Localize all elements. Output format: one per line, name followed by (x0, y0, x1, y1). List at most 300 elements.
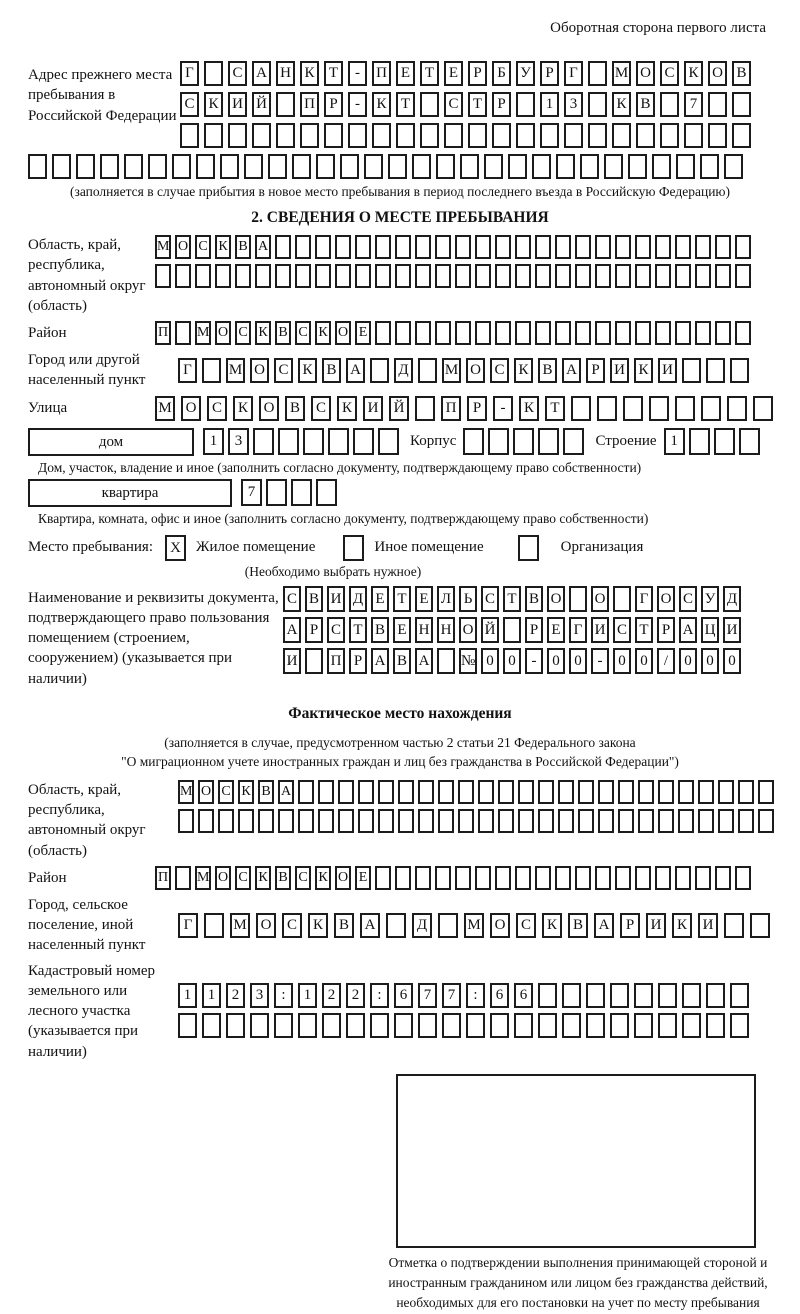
char-box[interactable] (358, 809, 374, 833)
char-box[interactable] (563, 428, 584, 455)
char-box[interactable] (586, 983, 605, 1008)
char-box[interactable]: Р (324, 92, 343, 117)
char-box[interactable] (750, 913, 770, 938)
char-box[interactable] (758, 809, 774, 833)
char-box[interactable]: И (327, 586, 345, 612)
char-box[interactable] (578, 809, 594, 833)
char-box[interactable]: Д (412, 913, 432, 938)
char-box[interactable] (303, 428, 324, 455)
char-box[interactable]: М (195, 866, 211, 890)
char-box[interactable]: А (283, 617, 301, 643)
char-box[interactable] (275, 235, 291, 259)
char-box[interactable]: В (732, 61, 751, 86)
char-box[interactable]: А (371, 648, 389, 674)
char-box[interactable]: 6 (394, 983, 413, 1008)
char-box[interactable] (515, 235, 531, 259)
char-box[interactable] (575, 321, 591, 345)
char-box[interactable] (730, 1013, 749, 1038)
char-box[interactable] (588, 92, 607, 117)
char-box[interactable] (328, 428, 349, 455)
char-box[interactable] (466, 1013, 485, 1038)
char-box[interactable]: Н (276, 61, 295, 86)
char-box[interactable] (638, 780, 654, 804)
char-box[interactable] (708, 92, 727, 117)
char-box[interactable] (298, 809, 314, 833)
char-box[interactable]: : (274, 983, 293, 1008)
char-box[interactable]: Т (468, 92, 487, 117)
char-box[interactable] (438, 809, 454, 833)
char-box[interactable] (305, 648, 323, 674)
char-box[interactable]: И (646, 913, 666, 938)
char-box[interactable]: 0 (569, 648, 587, 674)
char-box[interactable]: 1 (298, 983, 317, 1008)
char-box[interactable]: Г (180, 61, 199, 86)
char-box[interactable]: 0 (723, 648, 741, 674)
char-box[interactable] (274, 1013, 293, 1038)
char-box[interactable] (503, 617, 521, 643)
char-box[interactable] (315, 264, 331, 288)
char-box[interactable]: И (591, 617, 609, 643)
char-box[interactable]: А (255, 235, 271, 259)
house-type-box[interactable]: дом (28, 428, 194, 456)
char-box[interactable] (28, 154, 47, 179)
char-box[interactable] (180, 123, 199, 148)
char-box[interactable] (518, 780, 534, 804)
char-box[interactable]: 7 (684, 92, 703, 117)
char-box[interactable] (76, 154, 95, 179)
char-box[interactable] (358, 780, 374, 804)
char-box[interactable]: С (444, 92, 463, 117)
char-box[interactable] (252, 123, 271, 148)
char-box[interactable]: В (393, 648, 411, 674)
char-box[interactable] (418, 780, 434, 804)
char-box[interactable] (348, 123, 367, 148)
char-box[interactable]: Й (389, 396, 409, 421)
char-box[interactable] (463, 428, 484, 455)
char-box[interactable] (395, 321, 411, 345)
char-box[interactable]: Е (355, 321, 371, 345)
char-box[interactable]: 0 (503, 648, 521, 674)
char-box[interactable] (758, 780, 774, 804)
char-box[interactable] (415, 866, 431, 890)
char-box[interactable] (564, 123, 583, 148)
char-box[interactable] (715, 235, 731, 259)
char-box[interactable]: С (207, 396, 227, 421)
char-box[interactable] (475, 321, 491, 345)
char-box[interactable]: 3 (564, 92, 583, 117)
char-box[interactable]: Е (444, 61, 463, 86)
char-box[interactable] (708, 123, 727, 148)
char-box[interactable] (695, 321, 711, 345)
char-box[interactable] (678, 809, 694, 833)
char-box[interactable] (658, 809, 674, 833)
char-box[interactable] (658, 780, 674, 804)
char-box[interactable]: Т (545, 396, 565, 421)
char-box[interactable]: 2 (322, 983, 341, 1008)
char-box[interactable] (636, 123, 655, 148)
char-box[interactable] (204, 123, 223, 148)
char-box[interactable] (615, 321, 631, 345)
char-box[interactable] (675, 866, 691, 890)
char-box[interactable] (300, 123, 319, 148)
char-box[interactable] (315, 235, 331, 259)
char-box[interactable]: Б (492, 61, 511, 86)
char-box[interactable]: А (594, 913, 614, 938)
char-box[interactable]: С (613, 617, 631, 643)
char-box[interactable] (515, 264, 531, 288)
char-box[interactable] (634, 983, 653, 1008)
char-box[interactable]: О (198, 780, 214, 804)
char-box[interactable]: К (372, 92, 391, 117)
char-box[interactable] (718, 780, 734, 804)
char-box[interactable] (292, 154, 311, 179)
char-box[interactable]: Р (492, 92, 511, 117)
char-box[interactable]: 0 (481, 648, 499, 674)
char-box[interactable] (610, 983, 629, 1008)
char-box[interactable] (202, 358, 221, 383)
char-box[interactable] (338, 809, 354, 833)
char-box[interactable]: Р (540, 61, 559, 86)
char-box[interactable] (569, 586, 587, 612)
char-box[interactable] (715, 264, 731, 288)
char-box[interactable]: С (490, 358, 509, 383)
char-box[interactable] (649, 396, 669, 421)
char-box[interactable] (715, 321, 731, 345)
char-box[interactable] (555, 264, 571, 288)
char-box[interactable]: Д (394, 358, 413, 383)
char-box[interactable]: - (591, 648, 609, 674)
char-box[interactable] (682, 983, 701, 1008)
char-box[interactable] (538, 780, 554, 804)
char-box[interactable] (732, 123, 751, 148)
char-box[interactable] (628, 154, 647, 179)
char-box[interactable] (478, 780, 494, 804)
char-box[interactable]: Е (547, 617, 565, 643)
char-box[interactable]: П (155, 866, 171, 890)
char-box[interactable] (218, 809, 234, 833)
char-box[interactable] (535, 264, 551, 288)
char-box[interactable]: Н (437, 617, 455, 643)
char-box[interactable] (682, 1013, 701, 1038)
char-box[interactable] (455, 264, 471, 288)
char-box[interactable] (250, 1013, 269, 1038)
char-box[interactable] (415, 321, 431, 345)
char-box[interactable]: И (363, 396, 383, 421)
char-box[interactable] (735, 321, 751, 345)
char-box[interactable] (724, 913, 744, 938)
char-box[interactable] (238, 809, 254, 833)
char-box[interactable]: И (723, 617, 741, 643)
char-box[interactable] (276, 92, 295, 117)
char-box[interactable]: - (348, 61, 367, 86)
char-box[interactable] (258, 809, 274, 833)
char-box[interactable] (535, 235, 551, 259)
char-box[interactable] (595, 235, 611, 259)
stay-type-checkbox-residential[interactable]: X (165, 535, 186, 561)
char-box[interactable]: О (215, 866, 231, 890)
char-box[interactable] (698, 780, 714, 804)
char-box[interactable] (597, 396, 617, 421)
char-box[interactable] (538, 428, 559, 455)
char-box[interactable]: О (547, 586, 565, 612)
char-box[interactable]: Ц (701, 617, 719, 643)
char-box[interactable] (364, 154, 383, 179)
char-box[interactable]: С (282, 913, 302, 938)
char-box[interactable] (468, 123, 487, 148)
char-box[interactable] (635, 866, 651, 890)
char-box[interactable]: В (322, 358, 341, 383)
char-box[interactable]: Ь (459, 586, 477, 612)
char-box[interactable] (322, 1013, 341, 1038)
char-box[interactable]: У (701, 586, 719, 612)
char-box[interactable] (394, 1013, 413, 1038)
char-box[interactable] (455, 866, 471, 890)
char-box[interactable]: С (295, 321, 311, 345)
char-box[interactable] (444, 123, 463, 148)
char-box[interactable]: Л (437, 586, 455, 612)
char-box[interactable] (555, 235, 571, 259)
char-box[interactable] (298, 780, 314, 804)
char-box[interactable]: С (679, 586, 697, 612)
char-box[interactable] (378, 809, 394, 833)
char-box[interactable] (735, 264, 751, 288)
char-box[interactable]: С (235, 321, 251, 345)
char-box[interactable]: Е (371, 586, 389, 612)
char-box[interactable] (675, 396, 695, 421)
char-box[interactable] (580, 154, 599, 179)
char-box[interactable]: - (493, 396, 513, 421)
char-box[interactable] (598, 780, 614, 804)
char-box[interactable]: О (466, 358, 485, 383)
char-box[interactable]: П (300, 92, 319, 117)
char-box[interactable] (634, 1013, 653, 1038)
char-box[interactable]: Р (468, 61, 487, 86)
char-box[interactable]: Г (569, 617, 587, 643)
char-box[interactable] (316, 154, 335, 179)
char-box[interactable] (610, 1013, 629, 1038)
char-box[interactable]: О (250, 358, 269, 383)
char-box[interactable] (475, 264, 491, 288)
char-box[interactable]: С (516, 913, 536, 938)
char-box[interactable] (415, 235, 431, 259)
char-box[interactable]: 1 (203, 428, 224, 455)
char-box[interactable] (738, 780, 754, 804)
char-box[interactable] (635, 264, 651, 288)
char-box[interactable] (682, 358, 701, 383)
char-box[interactable] (398, 809, 414, 833)
char-box[interactable] (438, 913, 458, 938)
char-box[interactable] (695, 235, 711, 259)
char-box[interactable] (730, 983, 749, 1008)
char-box[interactable]: Т (393, 586, 411, 612)
char-box[interactable]: М (226, 358, 245, 383)
char-box[interactable]: 0 (701, 648, 719, 674)
char-box[interactable]: В (235, 235, 251, 259)
char-box[interactable]: К (255, 321, 271, 345)
char-box[interactable] (458, 809, 474, 833)
char-box[interactable]: 3 (250, 983, 269, 1008)
char-box[interactable] (706, 983, 725, 1008)
stay-type-checkbox-organization[interactable] (518, 535, 539, 561)
char-box[interactable]: К (255, 866, 271, 890)
char-box[interactable] (660, 123, 679, 148)
char-box[interactable] (652, 154, 671, 179)
char-box[interactable]: М (178, 780, 194, 804)
char-box[interactable] (618, 809, 634, 833)
char-box[interactable] (518, 809, 534, 833)
char-box[interactable]: В (258, 780, 274, 804)
char-box[interactable] (495, 321, 511, 345)
char-box[interactable] (615, 235, 631, 259)
char-box[interactable] (202, 1013, 221, 1038)
char-box[interactable]: О (657, 586, 675, 612)
char-box[interactable]: Р (525, 617, 543, 643)
char-box[interactable]: С (481, 586, 499, 612)
char-box[interactable] (706, 1013, 725, 1038)
char-box[interactable] (689, 428, 710, 455)
char-box[interactable]: С (218, 780, 234, 804)
char-box[interactable]: Т (324, 61, 343, 86)
char-box[interactable] (318, 780, 334, 804)
char-box[interactable]: М (195, 321, 211, 345)
char-box[interactable]: О (335, 866, 351, 890)
char-box[interactable]: 0 (635, 648, 653, 674)
char-box[interactable] (730, 358, 749, 383)
char-box[interactable] (475, 235, 491, 259)
char-box[interactable] (675, 264, 691, 288)
char-box[interactable] (435, 264, 451, 288)
char-box[interactable] (678, 780, 694, 804)
char-box[interactable] (515, 866, 531, 890)
char-box[interactable] (275, 264, 291, 288)
char-box[interactable] (612, 123, 631, 148)
char-box[interactable] (148, 154, 167, 179)
char-box[interactable]: С (327, 617, 345, 643)
char-box[interactable] (124, 154, 143, 179)
char-box[interactable] (516, 123, 535, 148)
char-box[interactable]: О (459, 617, 477, 643)
char-box[interactable] (498, 780, 514, 804)
char-box[interactable] (715, 866, 731, 890)
char-box[interactable]: М (464, 913, 484, 938)
char-box[interactable] (415, 264, 431, 288)
char-box[interactable]: С (295, 866, 311, 890)
char-box[interactable] (498, 809, 514, 833)
char-box[interactable]: 1 (178, 983, 197, 1008)
char-box[interactable]: К (672, 913, 692, 938)
char-box[interactable] (268, 154, 287, 179)
char-box[interactable]: О (490, 913, 510, 938)
char-box[interactable] (575, 235, 591, 259)
char-box[interactable] (540, 123, 559, 148)
char-box[interactable] (276, 123, 295, 148)
char-box[interactable] (438, 780, 454, 804)
char-box[interactable]: А (415, 648, 433, 674)
char-box[interactable] (442, 1013, 461, 1038)
char-box[interactable]: Й (481, 617, 499, 643)
char-box[interactable]: 7 (418, 983, 437, 1008)
char-box[interactable] (255, 264, 271, 288)
char-box[interactable] (538, 809, 554, 833)
char-box[interactable]: - (348, 92, 367, 117)
char-box[interactable] (316, 479, 337, 506)
char-box[interactable] (535, 866, 551, 890)
char-box[interactable] (684, 123, 703, 148)
char-box[interactable] (178, 1013, 197, 1038)
char-box[interactable] (714, 428, 735, 455)
char-box[interactable]: О (335, 321, 351, 345)
char-box[interactable]: Д (723, 586, 741, 612)
char-box[interactable] (386, 913, 406, 938)
char-box[interactable] (375, 235, 391, 259)
char-box[interactable]: И (658, 358, 677, 383)
char-box[interactable] (575, 264, 591, 288)
char-box[interactable] (739, 428, 760, 455)
char-box[interactable]: А (562, 358, 581, 383)
char-box[interactable]: Е (393, 617, 411, 643)
char-box[interactable]: М (442, 358, 461, 383)
char-box[interactable]: И (228, 92, 247, 117)
char-box[interactable]: Р (305, 617, 323, 643)
char-box[interactable] (586, 1013, 605, 1038)
char-box[interactable]: - (525, 648, 543, 674)
char-box[interactable] (215, 264, 231, 288)
char-box[interactable]: И (610, 358, 629, 383)
char-box[interactable] (355, 264, 371, 288)
char-box[interactable] (735, 235, 751, 259)
char-box[interactable] (515, 321, 531, 345)
char-box[interactable] (700, 154, 719, 179)
char-box[interactable] (735, 866, 751, 890)
char-box[interactable] (195, 264, 211, 288)
char-box[interactable] (155, 264, 171, 288)
char-box[interactable] (516, 92, 535, 117)
char-box[interactable] (418, 1013, 437, 1038)
char-box[interactable]: К (514, 358, 533, 383)
char-box[interactable] (278, 809, 294, 833)
char-box[interactable]: Т (396, 92, 415, 117)
char-box[interactable] (475, 866, 491, 890)
char-box[interactable] (638, 809, 654, 833)
char-box[interactable]: А (679, 617, 697, 643)
char-box[interactable]: А (278, 780, 294, 804)
char-box[interactable] (618, 780, 634, 804)
char-box[interactable]: 7 (241, 479, 262, 506)
char-box[interactable] (753, 396, 773, 421)
char-box[interactable]: М (230, 913, 250, 938)
char-box[interactable] (291, 479, 312, 506)
char-box[interactable] (658, 983, 677, 1008)
char-box[interactable] (655, 321, 671, 345)
char-box[interactable]: О (708, 61, 727, 86)
char-box[interactable]: М (155, 235, 171, 259)
char-box[interactable] (492, 123, 511, 148)
char-box[interactable] (588, 61, 607, 86)
char-box[interactable]: Т (349, 617, 367, 643)
char-box[interactable]: А (360, 913, 380, 938)
char-box[interactable] (295, 235, 311, 259)
char-box[interactable] (738, 809, 754, 833)
char-box[interactable] (732, 92, 751, 117)
char-box[interactable] (660, 92, 679, 117)
char-box[interactable] (278, 428, 299, 455)
char-box[interactable]: С (274, 358, 293, 383)
char-box[interactable]: Т (420, 61, 439, 86)
char-box[interactable]: К (634, 358, 653, 383)
char-box[interactable] (318, 809, 334, 833)
apartment-type-box[interactable]: квартира (28, 479, 232, 507)
char-box[interactable] (508, 154, 527, 179)
